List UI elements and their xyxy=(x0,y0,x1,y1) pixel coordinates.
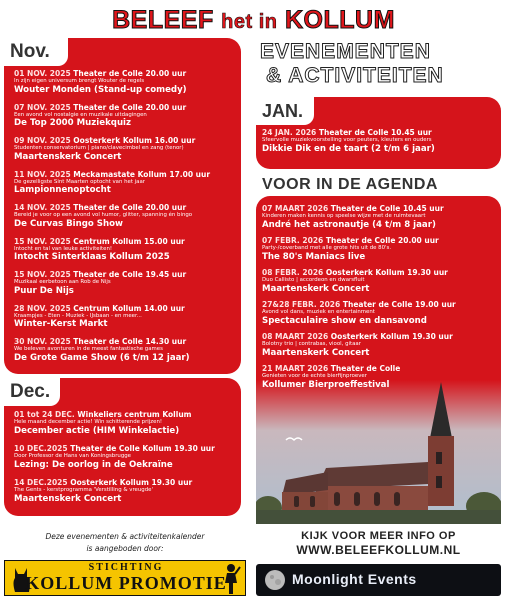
jan-events xyxy=(262,128,498,168)
event-date: 28 NOV. 2025 xyxy=(14,303,71,313)
event-date-line xyxy=(14,136,240,145)
nov-events xyxy=(14,69,240,369)
event-description: Avond vol dans, muziek en entertainment xyxy=(262,309,375,315)
jan-label: JAN. xyxy=(256,97,314,125)
event-description: Door Professor de Hans van Koningsbrugge xyxy=(14,453,131,459)
event-place: Oosterkerk Kollum 19.30 uur xyxy=(325,268,448,277)
event-description: Genieten voor de echte bierfijnproever xyxy=(262,373,367,379)
event-place: Theater de Colle xyxy=(330,364,401,373)
event-description: Kinderen maken kennis op speelse wijze met de ruimtevaart xyxy=(262,213,426,219)
event-name: Maartenskerk Concert xyxy=(262,283,370,294)
event-place: Meckamastate Kollum 17.00 uur xyxy=(73,169,211,179)
event-item xyxy=(14,136,240,163)
event-name: Kollumer Bierproeffestival xyxy=(262,379,390,390)
event-item xyxy=(14,304,240,331)
event-description: Intocht en tal van leuke activiteiten! xyxy=(14,245,113,252)
event-date: 14 NOV. 2025 xyxy=(14,203,71,212)
event-date: 08 MAART 2026 xyxy=(262,332,329,341)
event-place: Theater de Colle 20.00 uur xyxy=(73,102,187,112)
event-date-line xyxy=(14,170,240,179)
event-date-line xyxy=(14,69,240,78)
event-date-line xyxy=(262,332,498,341)
event-date-line xyxy=(14,478,240,487)
event-place: Centrum Kollum 14.00 uur xyxy=(73,303,185,313)
sponsor-name: KOLLUM PROMOTIE xyxy=(25,573,227,593)
event-name: Wouter Monden (Stand-up comedy) xyxy=(14,84,187,95)
event-date-line xyxy=(14,444,240,453)
event-name: Spectaculaire show en dansavond xyxy=(262,315,427,326)
event-item xyxy=(14,203,240,230)
event-item xyxy=(262,364,498,391)
event-name: André het astronautje (4 t/m 8 jaar) xyxy=(262,219,436,230)
event-date: 21 MAART 2026 xyxy=(262,364,329,373)
event-date-line xyxy=(14,304,240,313)
event-date-line xyxy=(14,237,240,246)
sponsor-top-text: STICHTING xyxy=(88,562,164,573)
event-description: Duo Callisto | accordeon en dwarsfluit xyxy=(262,277,365,283)
event-date-line xyxy=(262,300,498,309)
event-place: Centrum Kollum 15.00 uur xyxy=(73,236,185,246)
event-date: 24 JAN. 2026 xyxy=(262,128,317,137)
title-word-3: KOLLUM xyxy=(284,6,395,34)
page-title xyxy=(0,6,507,35)
event-description: Party-/coverband met alle grote hits uit de 80's. xyxy=(262,245,392,251)
moonlight-text: Moonlight Events xyxy=(292,571,417,587)
event-description: De gezelligste Sint Maarten optocht van het jaar xyxy=(14,178,145,185)
event-name: Dikkie Dik en de taart (2 t/m 6 jaar) xyxy=(262,143,435,154)
event-date-line xyxy=(262,364,498,373)
dec-label: Dec. xyxy=(4,378,60,406)
info-text: KIJK VOOR MEER INFO OP xyxy=(301,530,456,542)
event-name: Lampionnenoptocht xyxy=(14,185,111,195)
event-place: Winkeliers centrum Kollum xyxy=(77,410,192,419)
event-place: Theater de Colle Kollum 19.30 uur xyxy=(70,444,215,453)
event-date-line xyxy=(262,236,498,245)
event-date-line xyxy=(14,337,240,346)
events-header-line1: EVENEMENTEN xyxy=(260,40,431,63)
event-name: Winter-Kerst Markt xyxy=(14,319,108,329)
event-item xyxy=(14,478,240,505)
dec-events xyxy=(14,410,240,515)
event-name: Lezing: De oorlog in de Oekraïne xyxy=(14,459,173,470)
event-date: 01 tot 24 DEC. xyxy=(14,410,75,419)
event-item xyxy=(14,237,240,264)
sponsor-text-2: is aangeboden door: xyxy=(86,544,164,553)
event-date: 09 NOV. 2025 xyxy=(14,136,71,145)
event-item xyxy=(262,204,498,231)
event-description: The Gents - kerstprogramma 'Verstilling & vreugde' xyxy=(14,487,153,493)
event-name: Maartenskerk Concert xyxy=(262,347,370,358)
agenda-label: VOOR IN DE AGENDA xyxy=(262,176,438,193)
event-date: 10 DEC.2025 xyxy=(14,444,68,453)
event-description: Hele maand december actie! Win schitterende prijzen! xyxy=(14,419,163,425)
nov-label: Nov. xyxy=(4,38,68,66)
event-date-line xyxy=(14,103,240,112)
event-place: Theater de Colle 14.30 uur xyxy=(73,337,187,346)
event-date: 30 NOV. 2025 xyxy=(14,337,71,346)
event-date: 08 FEBR. 2026 xyxy=(262,268,324,277)
event-place: Theater de Colle 19.00 uur xyxy=(342,300,456,309)
agenda-events xyxy=(262,204,498,404)
event-place: Theater de Colle 20.00 uur xyxy=(325,236,439,245)
event-date: 07 FEBR. 2026 xyxy=(262,236,324,245)
title-word-2: het in xyxy=(221,11,278,33)
event-name: De Grote Game Show (6 t/m 12 jaar) xyxy=(14,352,190,363)
event-date: 15 NOV. 2025 xyxy=(14,236,71,246)
event-description: Muzikaal eerbetoon aan Rob de Nijs xyxy=(14,279,111,285)
event-item xyxy=(14,270,240,297)
event-name: De Top 2000 Muziekquiz xyxy=(14,118,132,128)
event-date-line xyxy=(14,270,240,279)
event-date: 07 NOV. 2025 xyxy=(14,102,71,112)
event-date: 14 DEC.2025 xyxy=(14,478,68,487)
event-name: Puur De Nijs xyxy=(14,285,74,296)
event-date-line xyxy=(14,203,240,212)
title-word-1: BELEEF xyxy=(112,6,214,34)
event-name: Maartenskerk Concert xyxy=(14,151,122,162)
event-description: Kraampjes - Eten - Muziek - IJsbaan - en meer... xyxy=(14,312,142,319)
event-description: In zijn eigen universum brengt Wouter de regels xyxy=(14,78,145,84)
event-description: Een avond vol nostalgie en muzikale uitdagingen xyxy=(14,111,147,118)
event-item xyxy=(14,444,240,471)
event-place: Oosterkerk Kollum 19.30 uur xyxy=(70,478,193,487)
event-name: Intocht Sinterklaas Kollum 2025 xyxy=(14,252,170,262)
event-description: We beleven avonturen in de meest fantastische games xyxy=(14,346,163,352)
event-name: The 80's Maniacs live xyxy=(262,251,366,262)
moon-icon xyxy=(264,569,286,591)
event-item xyxy=(262,300,498,327)
event-name: December actie (HIM Winkelactie) xyxy=(14,425,180,436)
event-name: Maartenskerk Concert xyxy=(14,493,122,504)
moonlight-events-logo xyxy=(256,564,501,596)
event-date: 01 NOV. 2025 xyxy=(14,69,71,78)
event-item xyxy=(262,236,498,263)
event-item xyxy=(262,128,498,155)
event-item xyxy=(14,170,240,197)
event-item xyxy=(262,268,498,295)
event-date-line xyxy=(262,128,498,137)
event-description: Studenten conservatorium | piano/clavecimbel en zang (tenor) xyxy=(14,145,184,151)
event-item xyxy=(14,69,240,96)
event-item xyxy=(14,337,240,364)
event-place: Theater de Colle 20.00 uur xyxy=(73,69,187,78)
event-description: Sfeervolle muziekvoorstelling voor peuters, kleuters en ouders xyxy=(262,137,432,143)
event-description: Bolotny trio | contrabas, viool, gitaar xyxy=(262,341,361,347)
kollum-promotie-logo xyxy=(4,560,246,596)
event-description: Bereid je voor op een avond vol humor, glitter, spanning én bingo xyxy=(14,212,193,218)
event-date-line xyxy=(262,268,498,277)
event-place: Theater de Colle 19.45 uur xyxy=(73,270,187,279)
event-date: 11 NOV. 2025 xyxy=(14,169,71,179)
event-date: 27&28 FEBR. 2026 xyxy=(262,300,341,309)
sponsor-text-1: Deze evenementen & activiteitenkalender xyxy=(45,532,205,541)
event-name: De Curvas Bingo Show xyxy=(14,218,123,229)
event-date: 15 NOV. 2025 xyxy=(14,270,71,279)
event-item xyxy=(262,332,498,359)
website-link[interactable]: WWW.BELEEFKOLLUM.NL xyxy=(296,543,461,557)
event-place: Theater de Colle 10.45 uur xyxy=(330,204,444,213)
events-header-line2: & ACTIVITEITEN xyxy=(266,64,444,87)
event-item xyxy=(14,410,240,437)
event-date: 07 MAART 2026 xyxy=(262,204,329,213)
event-place: Oosterkerk Kollum 16.00 uur xyxy=(73,136,196,145)
event-place: Theater de Colle 10.45 uur xyxy=(318,128,432,137)
event-date-line xyxy=(262,204,498,213)
event-date-line xyxy=(14,410,240,419)
event-place: Oosterkerk Kollum 19.30 uur xyxy=(330,332,453,341)
event-place: Theater de Colle 20.00 uur xyxy=(73,203,187,212)
event-item xyxy=(14,103,240,130)
